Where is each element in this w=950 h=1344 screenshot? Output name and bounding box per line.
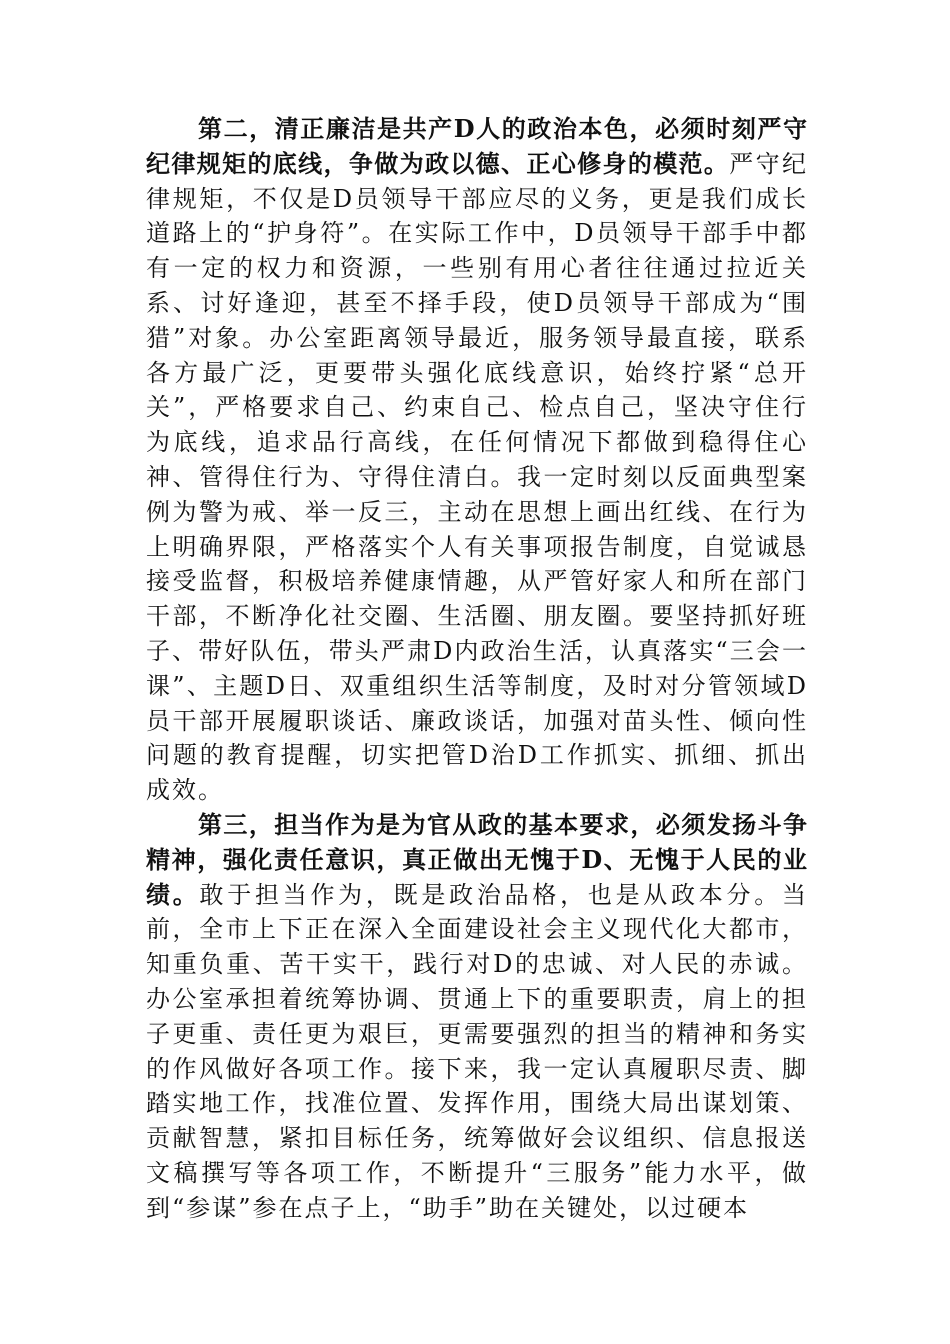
document-body [146, 112, 808, 1226]
paragraph-lead-heading: 第三，担当作为是为官从政的基本要求，必须发扬斗争精神，强化责任意识，真正做出无愧于D、无愧于人民的业绩。 [146, 809, 808, 909]
paragraph-responsibility [146, 808, 808, 1226]
paragraph-lead-heading: 第二，清正廉洁是共产D人的政治本色，必须时刻严守纪律规矩的底线，争做为政以德、正心修身的模范。 [146, 114, 808, 178]
paragraph-body-text: 敢于担当作为，既是政治品格，也是从政本分。当前，全市上下正在深入全面建设社会主义现代化大都市，知重负重、苦干实干，践行对D的忠诚、对人民的赤诚。办公室承担着统筹协调、贯通上下的重要职责，肩上的担子更重、责任更为艰巨，更需要强烈的担当的精神和务实的作风做好各项工作。接下来，我一定认真履职尽责、脚踏实地工作，找准位置、发挥作用，围绕大局出谋划策、贡献智慧，紧扣目标任务，统筹做好会议组织、信息报送文稿撰写等各项工作，不断提升“三服务”能力水平，做到“参谋”参在点子上，“助手”助在关键处，以过硬本 [146, 880, 809, 1222]
paragraph-integrity [146, 112, 808, 808]
paragraph-body-text: 严守纪律规矩，不仅是D员领导干部应尽的义务，更是我们成长道路上的“护身符”。在实际工作中，D员领导干部手中都有一定的权力和资源，一些别有用心者往往通过拉近关系、讨好逢迎，甚至不择手段，使D员领导干部成为“围猎”对象。办公室距离领导最近，服务领导最直接，联系各方最广泛，更要带头强化底线意识，始终拧紧“总开关”，严格要求自己、约束自己、检点自己，坚决守住行为底线，追求品行高线，在任何情况下都做到稳得住心神、管得住行为、守得住清白。我一定时刻以反面典型案例为警为戒、举一反三，主动在思想上画出红线、在行为上明确界限，严格落实个人有关事项报告制度，自觉诚恳接受监督，积极培养健康情趣，从严管好家人和所在部门干部，不断净化社交圈、生活圈、朋友圈。要坚持抓好班子、带好队伍，带头严肃D内政治生活，认真落实“三会一课”、主题D日、双重组织生活等制度，及时对分管领域D员干部开展履职谈话、廉政谈话，加强对苗头性、倾向性问题的教育提醒，切实把管D治D工作抓实、抓细、抓出成效。 [146, 149, 809, 805]
